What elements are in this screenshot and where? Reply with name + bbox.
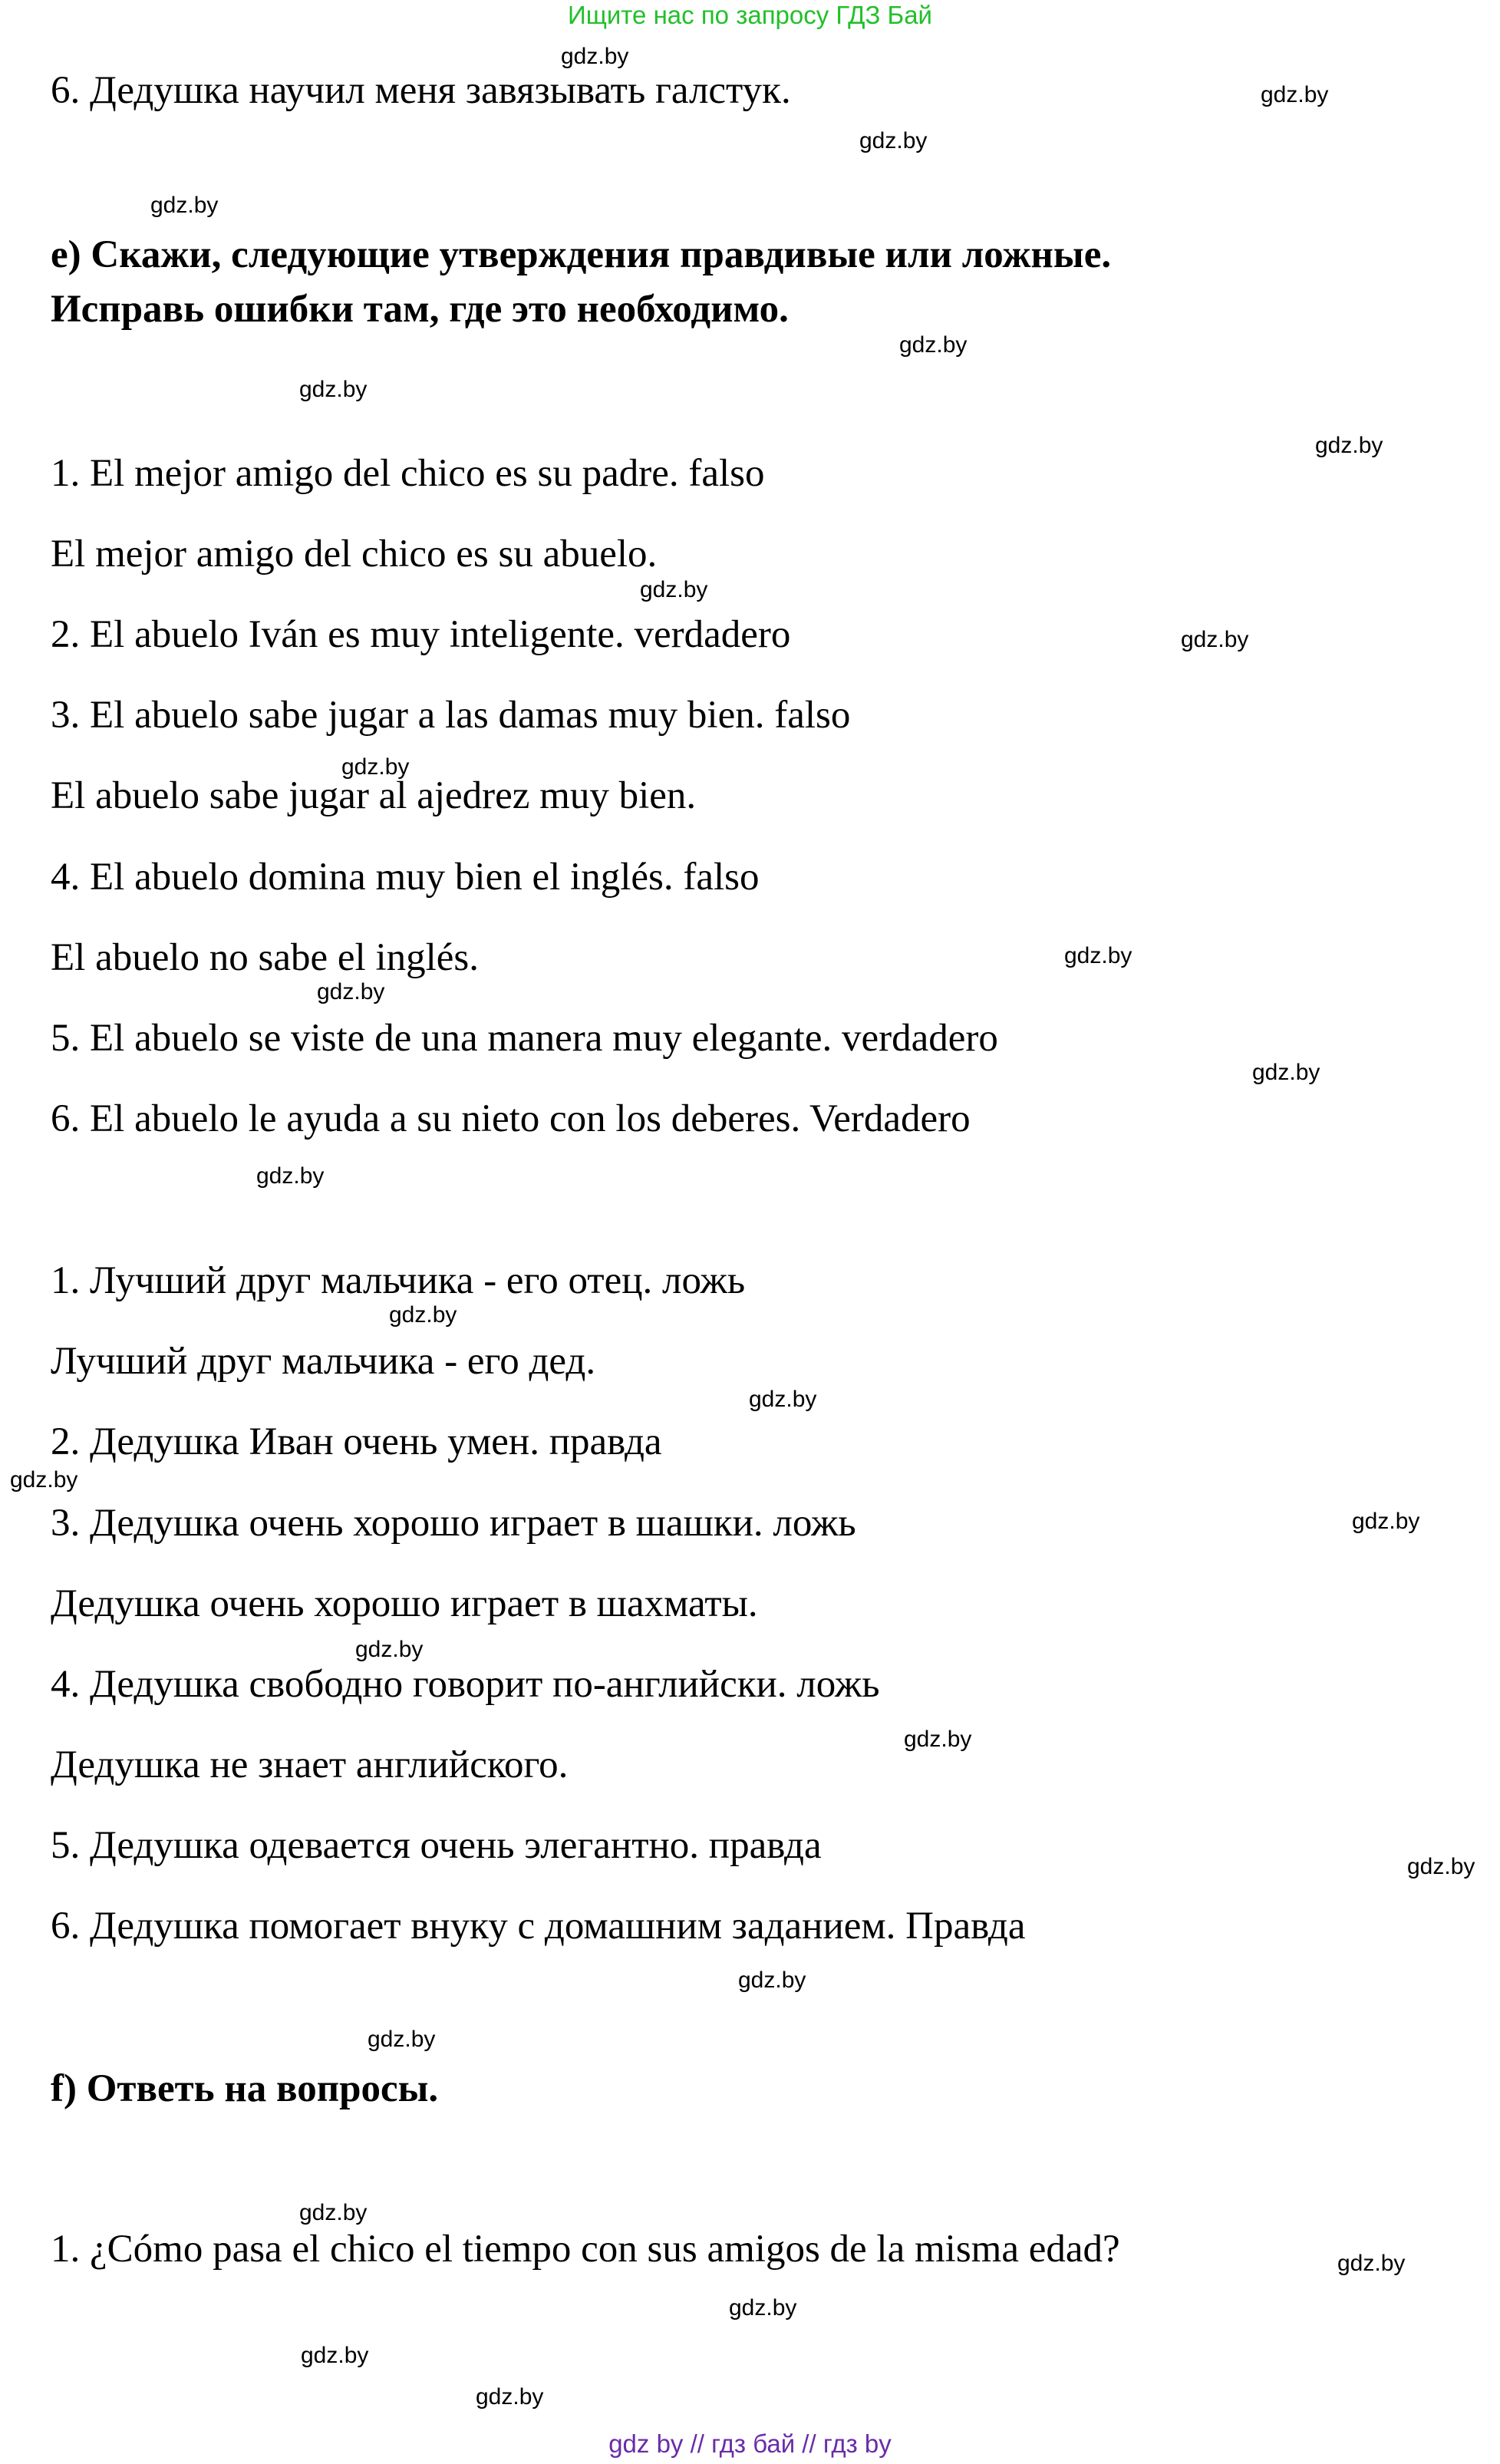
es-line-4: 3. El abuelo sabe jugar a las damas muy bien. falso <box>51 694 851 737</box>
watermark: gdz.by <box>256 1163 325 1189</box>
watermark: gdz.by <box>1337 2251 1406 2276</box>
watermark: gdz.by <box>10 1467 78 1493</box>
ru-line-9: 6. Дедушка помогает внуку с домашним заданием. Правда <box>51 1905 1026 1948</box>
es-line-6: 4. El abuelo domina muy bien el inglés. falso <box>51 856 760 899</box>
watermark: gdz.by <box>389 1302 457 1328</box>
watermark: gdz.by <box>1315 433 1383 458</box>
watermark: gdz.by <box>899 332 968 358</box>
watermark: gdz.by <box>1261 82 1329 107</box>
watermark: gdz.by <box>299 377 368 402</box>
ru-line-8: 5. Дедушка одевается очень элегантно. правда <box>51 1824 822 1867</box>
es-line-7: El abuelo no sabe el inglés. <box>51 936 480 979</box>
watermark: gdz.by <box>299 2200 368 2225</box>
watermark: gdz.by <box>749 1387 817 1412</box>
ru-line-3: 2. Дедушка Иван очень умен. правда <box>51 1420 662 1463</box>
ru-line-5: Дедушка очень хорошо играет в шахматы. <box>51 1582 758 1625</box>
ru-line-7: Дедушка не знает английского. <box>51 1743 569 1786</box>
es-line-2: El mejor amigo del chico es su abuelo. <box>51 533 658 576</box>
watermark: gdz.by <box>561 44 629 69</box>
top-banner: Ищите нас по запросу ГДЗ Бай <box>568 1 932 29</box>
ru-line-1: 1. Лучший друг мальчика - его отец. ложь <box>51 1259 746 1302</box>
watermark: gdz.by <box>1252 1060 1320 1085</box>
watermark: gdz.by <box>355 1637 424 1662</box>
es-line-5: El abuelo sabe jugar al ajedrez muy bien. <box>51 774 697 817</box>
section-f-title: f) Ответь на вопросы. <box>51 2067 439 2110</box>
watermark: gdz.by <box>301 2343 369 2368</box>
prev-item-6: 6. Дедушка научил меня завязывать галстук. <box>51 69 791 112</box>
watermark: gdz.by <box>859 128 928 153</box>
watermark: gdz.by <box>738 1968 806 1993</box>
ru-line-4: 3. Дедушка очень хорошо играет в шашки. ложь <box>51 1502 856 1545</box>
watermark: gdz.by <box>476 2384 544 2410</box>
ru-line-2: Лучший друг мальчика - его дед. <box>51 1340 596 1383</box>
watermark: gdz.by <box>904 1727 972 1752</box>
watermark: gdz.by <box>1181 627 1249 652</box>
section-e-title: e) Скажи, следующие утверждения правдивые или ложные. <box>51 233 1112 276</box>
watermark: gdz.by <box>368 2027 436 2052</box>
bottom-banner: gdz by // гдз бай // гдз by <box>608 2429 892 2458</box>
es-line-3: 2. El abuelo Iván es muy inteligente. verdadero <box>51 613 791 656</box>
watermark: gdz.by <box>729 2295 797 2321</box>
watermark: gdz.by <box>341 754 410 780</box>
watermark: gdz.by <box>640 577 708 602</box>
watermark: gdz.by <box>1352 1509 1420 1534</box>
watermark: gdz.by <box>1407 1854 1475 1879</box>
watermark: gdz.by <box>150 193 219 218</box>
watermark: gdz.by <box>1064 943 1132 968</box>
es-line-8: 5. El abuelo se viste de una manera muy elegante. verdadero <box>51 1017 998 1060</box>
es-line-9: 6. El abuelo le ayuda a su nieto con los deberes. Verdadero <box>51 1097 971 1140</box>
watermark: gdz.by <box>317 979 385 1004</box>
es-line-1: 1. El mejor amigo del chico es su padre. falso <box>51 452 765 495</box>
section-e-title-cont: Исправь ошибки там, где это необходимо. <box>51 288 789 331</box>
f-question-1: 1. ¿Cómo pasa el chico el tiempo con sus amigos de la misma edad? <box>51 2228 1120 2271</box>
ru-line-6: 4. Дедушка свободно говорит по-английски. ложь <box>51 1663 880 1706</box>
